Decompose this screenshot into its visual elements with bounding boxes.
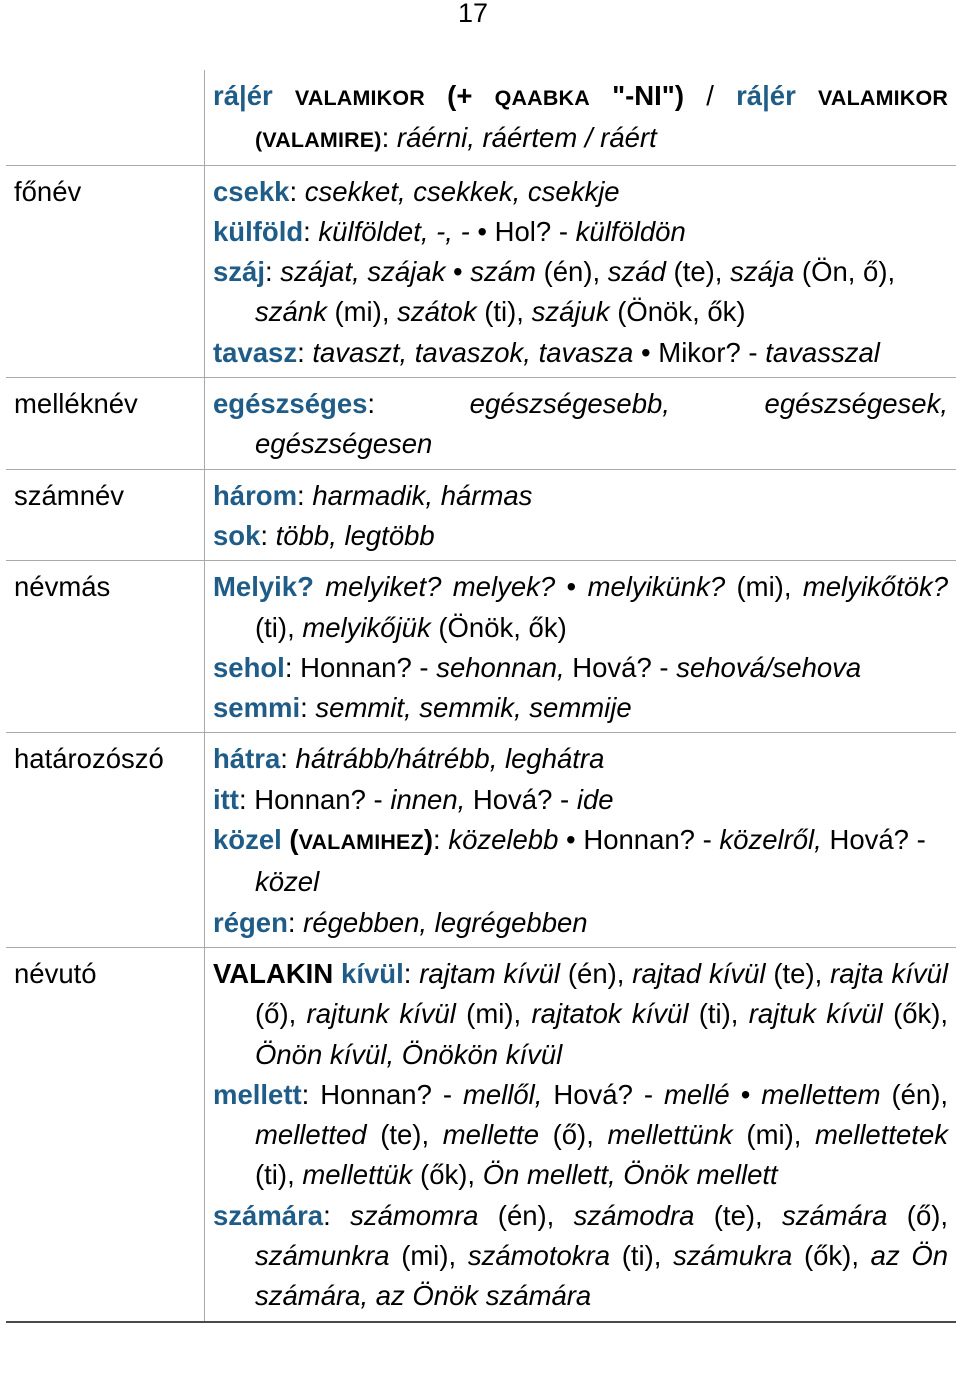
entry-harom: három: harmadik, hármas [213, 479, 533, 511]
vocabulary-table [6, 70, 956, 1323]
entry-sehol: sehol: Honnan? - sehonnan, Hová? - sehová/sehova [213, 651, 862, 683]
category-cell [6, 70, 205, 165]
entry-mellett: mellett: Honnan? - mellől, Hová? - mellé • mellettem (én), melletted (te), mellette (ő), mellettünk (mi), mellettetek (ti), mellettük (ők), Ön mellett, Önök mellett [213, 1078, 949, 1191]
table-row [6, 469, 956, 561]
table-row [6, 947, 956, 1321]
entry-hatra: hátra: hátrább/hátrébb, leghátra [213, 743, 605, 775]
table-row [6, 70, 956, 165]
entry-semmi: semmi: semmit, semmik, semmije [213, 692, 632, 724]
entry-egeszseges: egészséges: egészségesebb, egészségesek, egészségesen [213, 388, 948, 460]
entry-sok: sok: több, legtöbb [213, 519, 435, 551]
entries-cell [205, 947, 957, 1321]
entry-szaj: száj: szájat, szájak • szám (én), szád (te), szája (Ön, ő), szánk (mi), szátok (ti), szájuk (Önök, ők) [213, 256, 896, 328]
table-row [6, 165, 956, 377]
entries-cell [205, 378, 957, 470]
entries-cell [205, 733, 957, 947]
entry-itt: itt: Honnan? - innen, Hová? - ide [213, 783, 614, 815]
entry-kivul: VALAKIN kívül: rajtam kívül (én), rajtad kívül (te), rajta kívül (ő), rajtunk kívül (mi), rajtatok kívül (ti), rajtuk kívül (ők), Önön kívül, Önökön kívül [213, 957, 949, 1070]
category-cell: számnév [6, 469, 205, 561]
entry-kozel: közel (VALAMIHEZ): közelebb • Honnan? - közelről, Hová? - közel [213, 824, 926, 898]
entries-cell [205, 469, 957, 561]
category-cell: főnév [6, 165, 205, 377]
entries-cell [205, 561, 957, 733]
entry-regen: régen: régebben, legrégebben [213, 906, 588, 938]
category-cell: névmás [6, 561, 205, 733]
page-number: 17 [457, 0, 489, 28]
category-cell: névutó [6, 947, 205, 1321]
entries-cell [205, 165, 957, 377]
entry-csekk: csekk: csekket, csekkek, csekkje [213, 175, 620, 207]
category-cell: melléknév [6, 378, 205, 470]
table-row [6, 733, 956, 947]
entry-kulfold: külföld: külföldet, -, - • Hol? - külföldön [213, 215, 686, 247]
entries-cell [205, 70, 957, 165]
entry-szamara: számára: számomra (én), számodra (te), számára (ő), számunkra (mi), számotokra (ti), számukra (ők), az Ön számára, az Önök számára [213, 1199, 949, 1312]
entry-ra-er: rá|ér VALAMIKOR (+ QAABKA "-NI") / rá|ér VALAMIKOR (VALAMIRE): ráérni, ráértem / ráért [213, 80, 949, 154]
entry-tavasz: tavasz: tavaszt, tavaszok, tavasza • Mikor? - tavasszal [213, 336, 880, 368]
entry-melyik: Melyik? melyiket? melyek? • melyikünk? (mi), melyikőtök? (ti), melyikőjük (Önök, ők) [213, 571, 949, 643]
category-cell: határozószó [6, 733, 205, 947]
table-row [6, 378, 956, 470]
table-row [6, 561, 956, 733]
